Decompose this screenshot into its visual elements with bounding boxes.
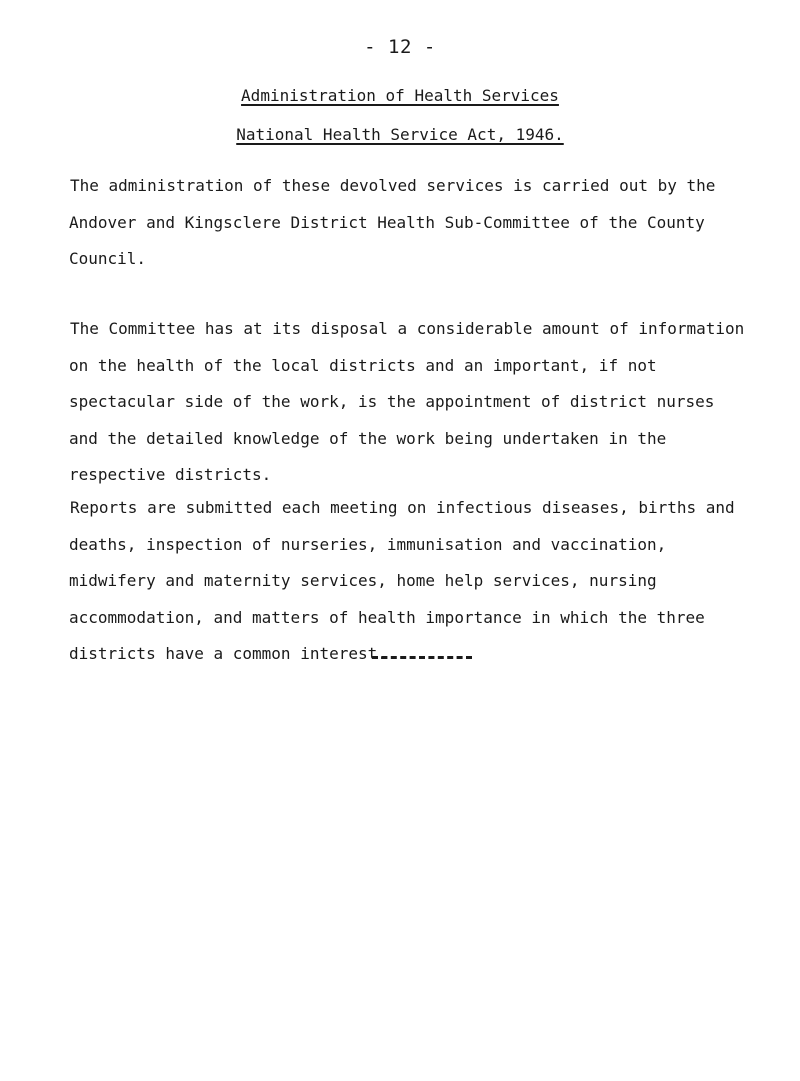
- section-subtitle-text: National Health Service Act, 1946.: [236, 125, 564, 144]
- section-divider: [372, 656, 472, 659]
- paragraph-administration: The administration of these devolved services is carried out by the Andover and Kingsclere District Health Sub-Committee of the County Council.: [69, 176, 716, 268]
- section-subtitle: [0, 125, 800, 144]
- section-title-text: Administration of Health Services: [241, 86, 559, 105]
- section-title: [0, 86, 800, 105]
- page-number: - 12 -: [364, 36, 436, 58]
- paragraph-reports: Reports are submitted each meeting on infectious diseases, births and deaths, inspection of nurseries, immunisation and vaccination, midwifery and maternity services, home help services, nursing accommodation, and matters of health importance in which the three districts have a common interest.: [69, 498, 735, 663]
- paragraph-committee: The Committee has at its disposal a considerable amount of information on the health of the local districts and an important, if not spectacular side of the work, is the appointment of district nurses and the detailed knowledge of the work being undertaken in the respective districts.: [69, 319, 745, 484]
